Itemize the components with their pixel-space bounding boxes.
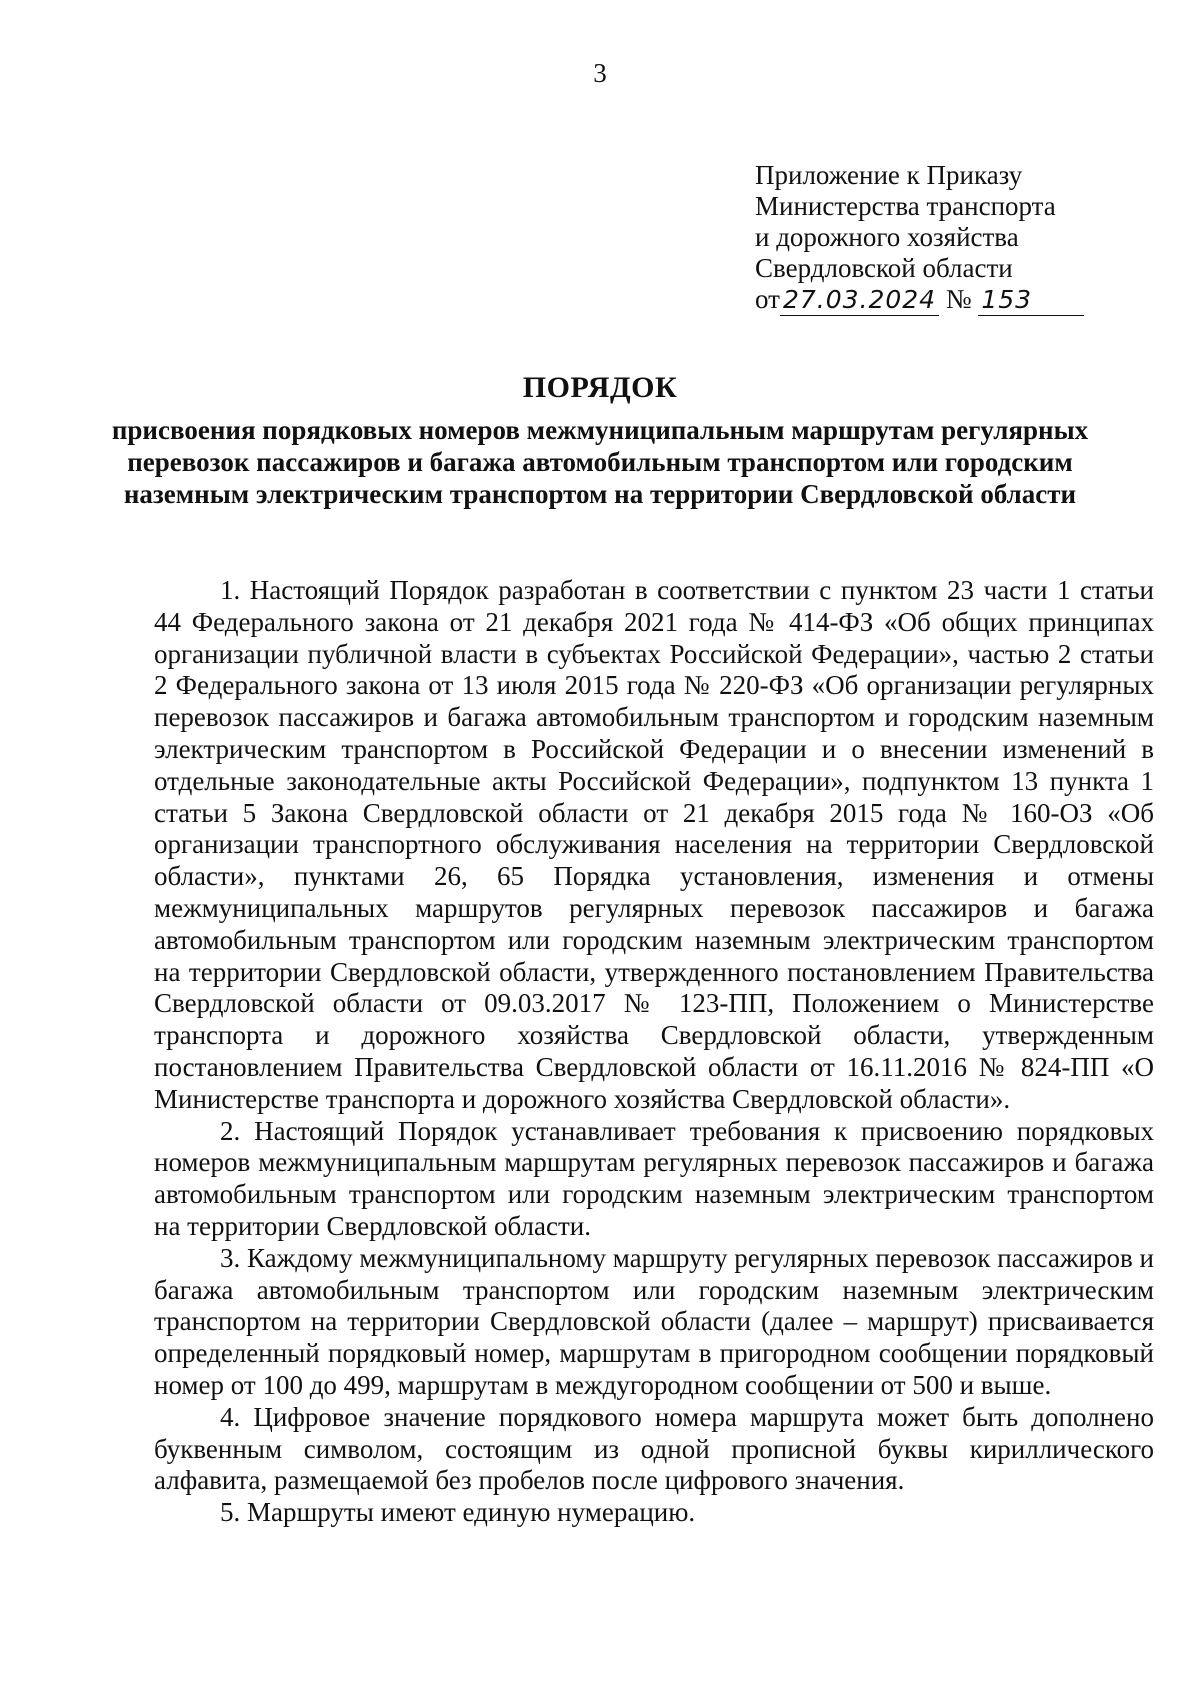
approval-line-3: и дорожного хозяйства [755,222,1019,252]
number-prefix: № [945,284,972,314]
paragraph-1: 1. Настоящий Порядок разработан в соответствии с пунктом 23 части 1 статьи 44 Федерального закона от 21 декабря 2021 года № 414-ФЗ «Об общих принципах организации публичной власти в субъектах Российской Федерации», частью 2 статьи 2 Федерального закона от 13 июля 2015 года № 220-ФЗ «Об организации регулярных перевозок пассажиров и багажа автомобильным транспортом и городским наземным электрическим транспортом в Российской Федерации и о внесении изменений в отдельные законодательные акты Российской Федерации», подпунктом 13 пункта 1 статьи 5 Закона Свердловской области от 21 декабря 2015 года № 160-ОЗ «Об организации транспортного обслуживания населения на территории Свердловской области», пунктами 26, 65 Порядка установления, изменения и отмены межмуниципальных маршрутов регулярных перевозок пассажиров и багажа автомобильным транспортом или городским наземным электрическим транспортом на территории Свердловской области, утвержденного постановлением Правительства Свердловской области от 09.03.2017 № 123-ПП, Положением о Министерстве транспорта и дорожного хозяйства Свердловской области, утвержденным постановлением Правительства Свердловской области от 16.11.2016 № 824-ПП «О Министерстве транспорта и дорожного хозяйства Свердловской области». [154,575,1154,1114]
approval-line-2: Министерства транспорта [755,191,1056,221]
handwritten-date: 27.03.2024 [780,284,939,316]
approval-block [755,160,1155,316]
approval-date-line [755,284,1155,316]
document-subtitle: присвоения порядковых номеров межмуниципальным маршрутам регулярных перевозок пассажиров и багажа автомобильным транспортом или городским наземным электрическим транспортом на территории Свердловской области [111,415,1089,509]
approval-line-1: Приложение к Приказу [755,160,1023,190]
approval-line-4: Свердловской области [755,253,1013,283]
title-block [0,370,1200,510]
paragraph-4: 4. Цифровое значение порядкового номера маршрута может быть дополнено буквенным символом, состоящим из одной прописной буквы кириллического алфавита, размещаемой без пробелов после цифрового значения. [154,1401,1154,1496]
paragraph-3: 3. Каждому межмуниципальному маршруту регулярных перевозок пассажиров и багажа автомобильным транспортом или городским наземным электрическим транспортом на территории Свердловской области (далее – маршрут) присваивается определенный порядковый номер, маршрутам в пригородном сообщении порядковый номер от 100 до 499, маршрутам в междугородном сообщении от 500 и выше. [154,1242,1154,1400]
document-body [154,575,1154,1529]
handwritten-number: 153 [978,284,1084,316]
paragraph-2: 2. Настоящий Порядок устанавливает требования к присвоению порядковых номеров межмуниципальным маршрутам регулярных перевозок пассажиров и багажа автомобильным транспортом или городским наземным электрическим транспортом на территории Свердловской области. [154,1115,1154,1241]
date-prefix: от [755,284,780,314]
paragraph-5: 5. Маршруты имеют единую нумерацию. [220,1497,696,1528]
page-number: 3 [593,58,607,88]
document-title: ПОРЯДОК [522,371,678,404]
